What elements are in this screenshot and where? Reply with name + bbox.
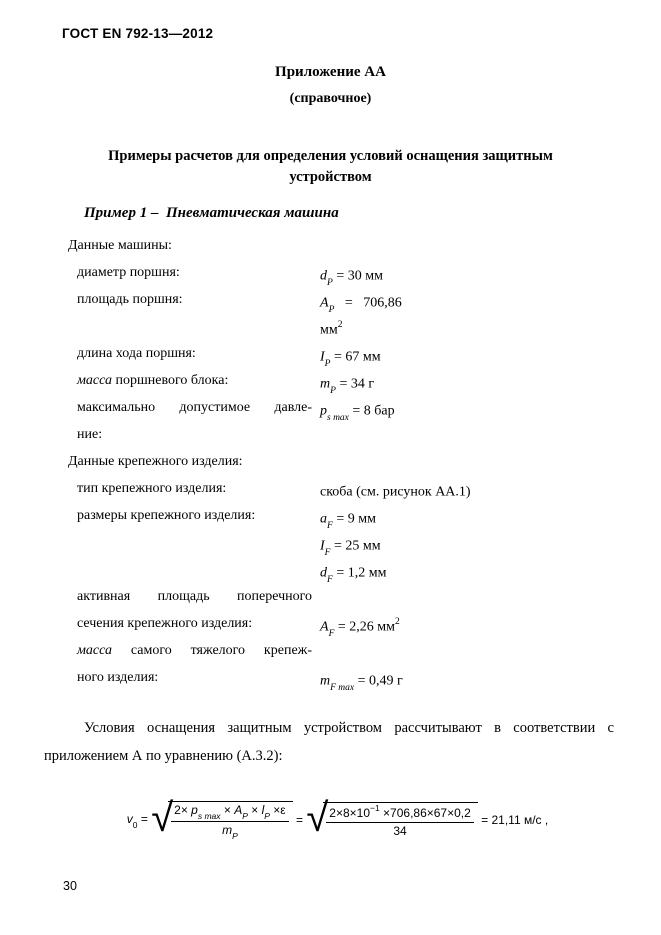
- data-row: [68, 529, 598, 559]
- data-row: [68, 610, 598, 640]
- row-label: ние:: [77, 427, 103, 442]
- section-heading: Примеры расчетов для определения условий оснащения защитным устройством: [108, 148, 553, 185]
- row-value: $d_F = 1,2$ мм: [320, 565, 387, 586]
- row-value: $мм^2$: [320, 320, 343, 338]
- radical-sign-icon: √: [306, 796, 329, 840]
- data-row: [68, 313, 598, 340]
- appendix-title: Приложение АА: [275, 64, 386, 80]
- formula-equals: =: [292, 813, 307, 827]
- appendix-subtitle: (справочное): [289, 91, 372, 106]
- data-row: [68, 340, 598, 370]
- data-row: [68, 475, 598, 502]
- row-label: диаметр поршня:: [77, 265, 180, 280]
- formula-lhs: $v_0$ =: [126, 811, 152, 831]
- data-row: [68, 637, 598, 664]
- radical-sign-icon: √: [151, 796, 174, 840]
- row-label: масса поршневого блока:: [77, 373, 229, 388]
- row-value: $a_F = 9$ мм: [320, 511, 376, 532]
- data-row: [68, 259, 598, 289]
- numerator: $2\times 8\times 10^{-1} \times 706,86\times 67\times 0,2$: [326, 804, 474, 823]
- data-row: [68, 583, 598, 610]
- sqrt-expression: [151, 796, 292, 842]
- row-label: сечения крепежного изделия:: [77, 616, 253, 631]
- row-value: $d_P = 30$ мм: [320, 268, 383, 289]
- data-row: [68, 367, 598, 397]
- row-label: максимально допустимое давле-: [77, 400, 312, 415]
- row-label: ного изделия:: [77, 670, 159, 685]
- row-value: скоба (см. рисунок АА.1): [320, 484, 471, 500]
- data-list: [68, 232, 598, 694]
- fraction: [323, 802, 478, 838]
- row-value: $m_{F max} = 0,49$ г: [320, 673, 403, 694]
- data-row: [68, 448, 598, 475]
- denominator: 34: [393, 824, 407, 838]
- row-value: $A_F = 2,26$ $мм^2$: [320, 617, 400, 640]
- row-value: $I_P = 67$ мм: [320, 349, 381, 370]
- row-label: Данные крепежного изделия:: [68, 454, 243, 469]
- row-label: активная площадь поперечного: [77, 589, 312, 604]
- page-header: ГОСТ EN 792-13—2012: [62, 26, 214, 41]
- row-value: $I_F = 25$ мм: [320, 538, 381, 559]
- formula-result: = 21,11 м/с ,: [477, 813, 549, 827]
- data-row: [68, 286, 598, 316]
- conditions-paragraph: [44, 714, 614, 770]
- row-label: длина хода поршня:: [77, 346, 196, 361]
- data-row: [68, 394, 598, 424]
- row-value: $p_{s max} = 8$ бар: [320, 403, 395, 424]
- data-row: [68, 556, 598, 586]
- fraction: [168, 801, 292, 840]
- row-label: Данные машины:: [68, 238, 172, 253]
- numerator: $2\times p_{s max} \times A_P \times l_P \times\varepsilon$: [171, 803, 288, 822]
- row-value: $m_P = 34$ г: [320, 376, 375, 397]
- velocity-formula: [0, 792, 661, 848]
- row-value: $A_P = 706,86$: [320, 295, 402, 316]
- paragraph-line: приложением А по уравнению (А.3.2):: [44, 748, 283, 764]
- data-row: [68, 421, 598, 448]
- row-label: размеры крепежного изделия:: [77, 508, 256, 523]
- example-title: Пример 1 – Пневматическая машина: [84, 205, 339, 221]
- data-row: [68, 502, 598, 532]
- row-label: площадь поршня:: [77, 292, 183, 307]
- denominator: $m_P$: [222, 823, 238, 842]
- paragraph-line: Условия оснащения защитным устройством рассчитывают в соответствии с: [84, 720, 614, 736]
- page-number: 30: [63, 879, 77, 893]
- sqrt-expression: [306, 796, 477, 840]
- row-label: тип крепежного изделия:: [77, 481, 227, 496]
- data-row: [68, 664, 598, 694]
- data-row: [68, 232, 598, 259]
- row-label: масса самого тяжелого крепеж-: [77, 643, 312, 658]
